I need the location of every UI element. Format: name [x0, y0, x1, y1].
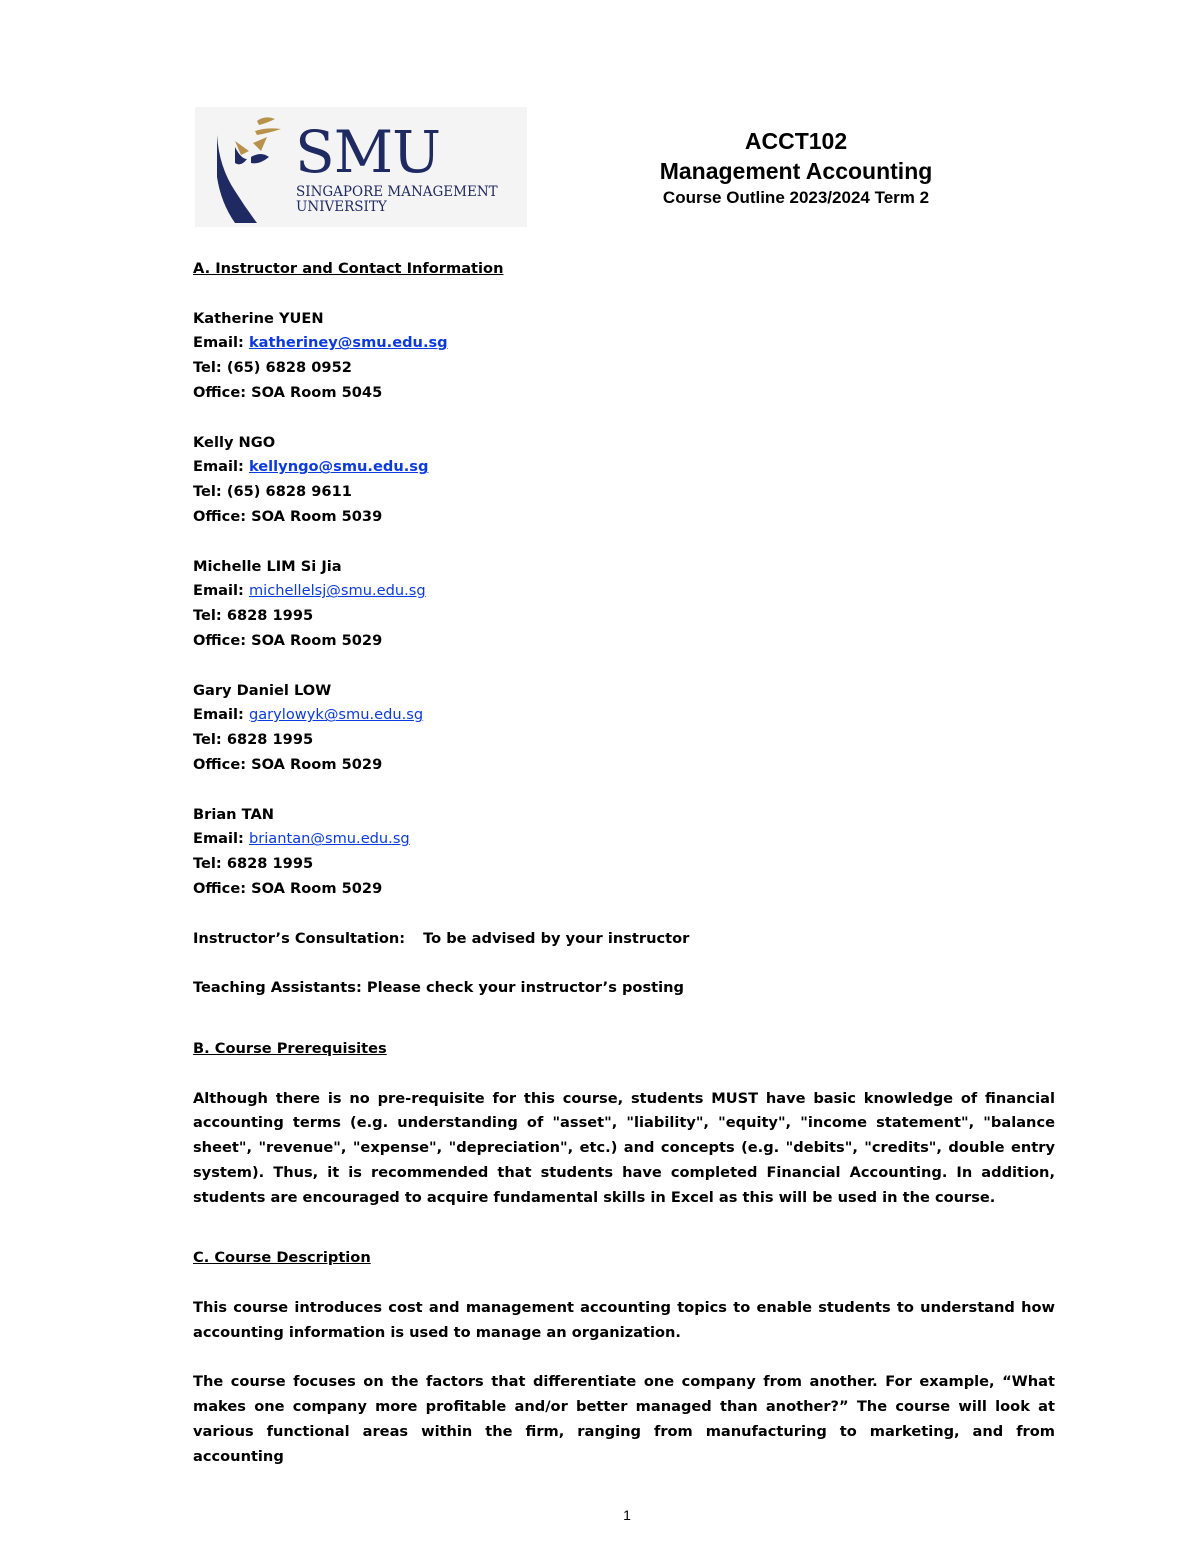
instructor-block: [193, 803, 1055, 902]
consultation-line: [193, 927, 1055, 952]
email-label: Email:: [193, 706, 244, 724]
description-paragraph-1: This course introduces cost and management accounting topics to enable students to understand how accounting information is used to manage an organization.: [193, 1299, 1055, 1341]
instructor-office: Office: SOA Room 5039: [193, 507, 383, 525]
page-number: 1: [623, 1507, 631, 1523]
consultation-value: To be advised by your instructor: [423, 929, 690, 947]
email-label: Email:: [193, 458, 244, 476]
instructor-office: Office: SOA Room 5045: [193, 383, 383, 401]
instructor-email-link[interactable]: briantan@smu.edu.sg: [248, 830, 410, 848]
logo-name-line2: UNIVERSITY: [296, 199, 387, 215]
prerequisites-paragraph: Although there is no pre-requisite for this course, students MUST have basic knowledge of financial accounting terms (e.g. understanding of "asset", "liability", "equity", "income statement", "balance sheet", "revenue", "expense", "depreciation", etc.) and concepts (e.g. "debits", "credits", double entry system). Thus, it is recommended that students have completed Financial Accounting. In addition, students are encouraged to acquire fundamental skills in Excel as this will be used in the course.: [193, 1089, 1055, 1206]
consultation-label: Instructor’s Consultation:: [193, 929, 406, 947]
logo-university-name: [296, 185, 498, 215]
smu-logo: [195, 107, 527, 227]
instructor-block: [193, 679, 1055, 778]
instructor-email-link[interactable]: garylowyk@smu.edu.sg: [248, 706, 424, 724]
instructor-block: [193, 307, 1055, 406]
email-label: Email:: [193, 582, 244, 600]
email-label: Email:: [193, 830, 244, 848]
email-label: Email:: [193, 334, 244, 352]
instructor-tel: Tel: 6828 1995: [193, 607, 314, 625]
document-body: [193, 257, 1055, 1470]
instructor-email-link[interactable]: kellyngo@smu.edu.sg: [248, 458, 429, 476]
instructor-tel: Tel: (65) 6828 0952: [193, 359, 352, 377]
course-outline-term: Course Outline 2023/2024 Term 2: [662, 188, 930, 207]
instructor-name: Gary Daniel LOW: [193, 681, 332, 699]
description-paragraph-2: The course focuses on the factors that differentiate one company from another. For example, “What makes one company more profitable and/or better managed than another?” The course will look at various functional areas within the firm, ranging from manufacturing to marketing, and from accounting: [193, 1373, 1055, 1465]
instructor-tel: Tel: 6828 1995: [193, 855, 314, 873]
instructor-name: Kelly NGO: [193, 433, 276, 451]
instructor-office: Office: SOA Room 5029: [193, 879, 383, 897]
course-title: Management Accounting: [659, 158, 933, 184]
instructor-tel: Tel: 6828 1995: [193, 731, 314, 749]
smu-emblem-icon: [195, 107, 295, 227]
instructor-tel: Tel: (65) 6828 9611: [193, 483, 352, 501]
instructor-block: [193, 555, 1055, 654]
section-b-heading: B. Course Prerequisites: [193, 1039, 387, 1057]
instructor-email-link[interactable]: michellelsj@smu.edu.sg: [248, 582, 426, 600]
instructor-email-line: [193, 331, 1055, 356]
instructor-name: Brian TAN: [193, 805, 274, 823]
instructor-block: [193, 431, 1055, 530]
course-code: ACCT102: [744, 128, 848, 154]
course-header: [596, 126, 996, 210]
teaching-assistants-line: Teaching Assistants: Please check your instructor’s posting: [193, 979, 684, 997]
instructor-office: Office: SOA Room 5029: [193, 631, 383, 649]
instructor-email-line: [193, 455, 1055, 480]
instructor-email-line: [193, 579, 1055, 604]
instructor-email-line: [193, 827, 1055, 852]
instructor-email-link[interactable]: katheriney@smu.edu.sg: [248, 334, 448, 352]
instructor-office: Office: SOA Room 5029: [193, 755, 383, 773]
logo-abbreviation: SMU: [295, 118, 441, 186]
section-a-heading: A. Instructor and Contact Information: [193, 260, 504, 277]
instructor-email-line: [193, 703, 1055, 728]
logo-name-line1: SINGAPORE MANAGEMENT: [296, 184, 498, 200]
section-c-heading: C. Course Description: [193, 1249, 371, 1267]
instructor-name: Katherine YUEN: [193, 309, 324, 327]
instructor-name: Michelle LIM Si Jia: [193, 557, 342, 575]
